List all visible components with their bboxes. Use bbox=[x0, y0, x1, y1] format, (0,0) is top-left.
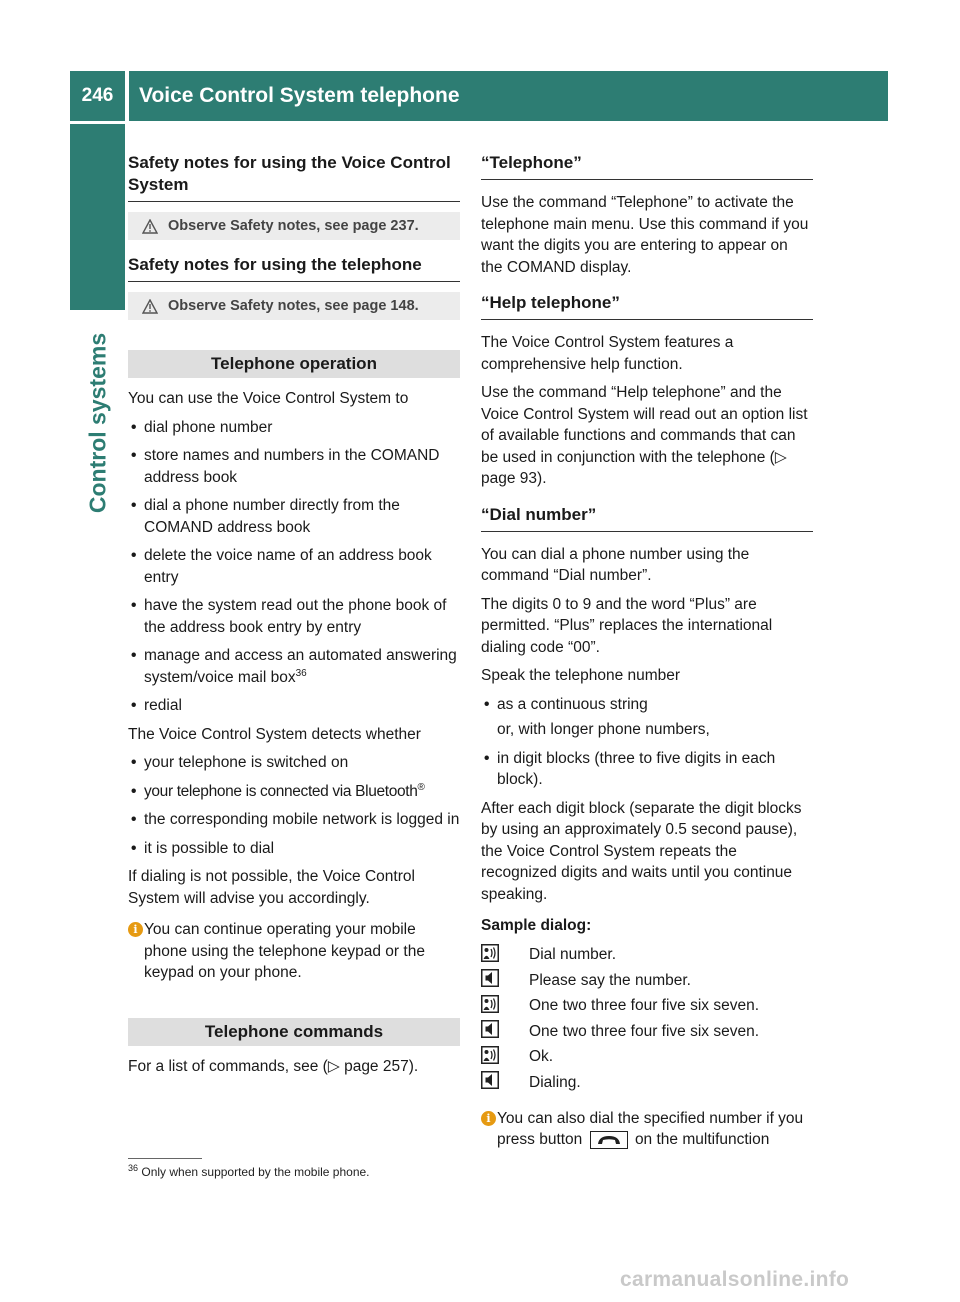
paragraph: Use the command “Telephone” to activate the telephone main menu. Use this command if you want the digits you are entering to appear on the COMAND display. bbox=[481, 194, 809, 276]
heading-safety-voice-control: Safety notes for using the Voice Control System bbox=[128, 152, 460, 202]
page-ref-arrow-icon: ▷ bbox=[774, 448, 787, 466]
dialog-line bbox=[481, 994, 813, 1020]
heading-dial-number: “Dial number” bbox=[481, 504, 813, 532]
bullet-list-capabilities bbox=[128, 417, 460, 717]
paragraph: You can use the Voice Control System to bbox=[128, 390, 409, 407]
list-item bbox=[481, 694, 813, 741]
bullet-list-conditions bbox=[128, 752, 460, 859]
dialog-line bbox=[481, 943, 813, 969]
paragraph-text: For a list of commands, see ( bbox=[128, 1057, 328, 1075]
page-title: Voice Control System telephone bbox=[129, 71, 888, 121]
side-tab-block bbox=[70, 124, 125, 310]
section-telephone-operation: Telephone operation bbox=[128, 350, 460, 378]
list-item: • dial phone number bbox=[128, 417, 460, 439]
dialog-text: Dial number. bbox=[529, 946, 617, 964]
list-item-subtext: or, with longer phone numbers, bbox=[497, 721, 710, 738]
dialog-line bbox=[481, 968, 813, 994]
system-speaker-icon bbox=[481, 1071, 499, 1089]
page-ref-text[interactable]: page 93). bbox=[481, 470, 547, 487]
paragraph: After each digit block (separate the digit blocks by using an approximately 0.5 second pause), the Voice Control System repeats the recognized digits and waits until you continue speaking. bbox=[481, 799, 802, 903]
list-item: • store names and numbers in the COMAND address book bbox=[128, 445, 460, 488]
info-icon: i bbox=[128, 922, 143, 937]
list-item-text: manage and access an automated answering system/voice mail box bbox=[144, 647, 457, 686]
dialog-line bbox=[481, 1045, 813, 1071]
paragraph-text: Use the command “Help telephone” and the Voice Control System will read out an option list of available functions and commands that can be used in conjunction with the telephone ( bbox=[481, 384, 808, 466]
list-item: • dial a phone number directly from the COMAND address book bbox=[128, 495, 460, 538]
footnote-number: 36 bbox=[128, 1163, 139, 1173]
list-item bbox=[128, 781, 460, 803]
registered-mark: ® bbox=[417, 781, 425, 793]
person-speaking-icon bbox=[481, 995, 499, 1013]
info-note-text: You can also dial the specified number if you press button bbox=[497, 1109, 804, 1148]
watermark: carmanualsonline.info bbox=[620, 1268, 850, 1291]
page-number: 246 bbox=[70, 71, 125, 121]
sample-dialog-heading: Sample dialog: bbox=[481, 917, 592, 934]
dialog-text: Please say the number. bbox=[529, 971, 691, 989]
footnote-divider bbox=[128, 1158, 202, 1159]
paragraph: You can dial a phone number using the command “Dial number”. bbox=[481, 545, 750, 584]
info-icon: i bbox=[481, 1111, 496, 1126]
section-telephone-commands: Telephone commands bbox=[128, 1018, 460, 1046]
footnote-text: Only when supported by the mobile phone. bbox=[141, 1165, 370, 1179]
list-item: • in digit blocks (three to five digits in each block). bbox=[481, 748, 813, 791]
list-item: • the corresponding mobile network is logged in bbox=[128, 809, 460, 831]
page-ref-arrow-icon: ▷ bbox=[327, 1057, 340, 1075]
list-item: • delete the voice name of an address book entry bbox=[128, 545, 460, 588]
list-item bbox=[128, 645, 460, 688]
list-item: • your telephone is switched on bbox=[128, 752, 460, 774]
warning-box bbox=[128, 212, 460, 240]
warning-box bbox=[128, 292, 460, 320]
person-speaking-icon bbox=[481, 1046, 499, 1064]
dialog-text: One two three four five six seven. bbox=[529, 997, 760, 1015]
warning-triangle-icon bbox=[142, 299, 158, 314]
side-tab bbox=[70, 318, 125, 528]
list-item-text: your telephone is connected via Bluetooth bbox=[144, 782, 418, 800]
paragraph: If dialing is not possible, the Voice Control System will advise you accordingly. bbox=[128, 868, 415, 907]
warning-triangle-icon bbox=[142, 219, 158, 234]
dialog-line bbox=[481, 1019, 813, 1045]
info-note-text: You can continue operating your mobile phone using the telephone keypad or the keypad on your phone. bbox=[144, 921, 425, 981]
heading-help-telephone: “Help telephone” bbox=[481, 292, 813, 320]
phone-button-icon bbox=[590, 1131, 628, 1149]
paragraph bbox=[481, 382, 813, 490]
footnote-ref[interactable]: 36 bbox=[295, 667, 307, 679]
paragraph: Speak the telephone number bbox=[481, 667, 681, 684]
dialog-line bbox=[481, 1070, 813, 1096]
list-item: • have the system read out the phone book of the address book entry by entry bbox=[128, 595, 460, 638]
side-tab-label: Control systems bbox=[84, 332, 110, 514]
info-note bbox=[128, 919, 460, 984]
list-item: • redial bbox=[128, 695, 460, 717]
dialog-text: One two three four five six seven. bbox=[529, 1022, 760, 1040]
dialog-text: Ok. bbox=[529, 1048, 554, 1066]
dialog-text: Dialing. bbox=[529, 1073, 581, 1091]
footnote bbox=[128, 1165, 370, 1179]
paragraph: The digits 0 to 9 and the word “Plus” are permitted. “Plus” replaces the international dialing code “00”. bbox=[481, 595, 773, 656]
heading-telephone: “Telephone” bbox=[481, 152, 813, 180]
info-note bbox=[481, 1108, 813, 1151]
paragraph: The Voice Control System features a comprehensive help function. bbox=[481, 334, 734, 373]
list-item: • it is possible to dial bbox=[128, 838, 460, 860]
list-item-text: as a continuous string bbox=[497, 695, 648, 713]
heading-safety-telephone: Safety notes for using the telephone bbox=[128, 254, 460, 282]
right-column bbox=[481, 152, 813, 1159]
info-note-text: on the multifunction bbox=[634, 1131, 770, 1148]
bullet-list-dial-methods bbox=[481, 694, 813, 791]
paragraph: The Voice Control System detects whether bbox=[128, 725, 421, 743]
system-speaker-icon bbox=[481, 969, 499, 987]
warning-text: Observe Safety notes, see page 148. bbox=[168, 298, 419, 314]
sample-dialog bbox=[481, 943, 813, 1096]
person-speaking-icon bbox=[481, 944, 499, 962]
paragraph bbox=[128, 1056, 460, 1078]
system-speaker-icon bbox=[481, 1020, 499, 1038]
left-column bbox=[128, 152, 460, 1084]
warning-text: Observe Safety notes, see page 237. bbox=[168, 218, 419, 234]
page-ref-text[interactable]: page 257). bbox=[339, 1057, 419, 1075]
